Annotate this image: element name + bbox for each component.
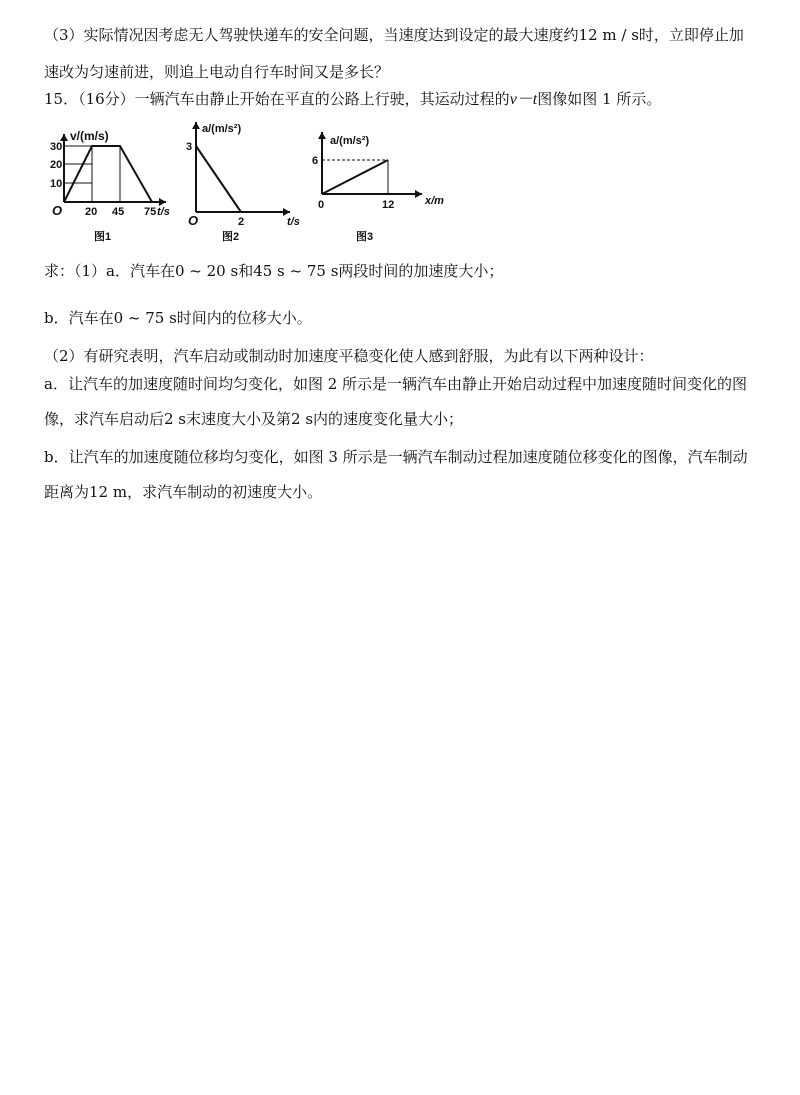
fig3-y-arrow: [318, 132, 326, 139]
q15-part2a-line2: 像，求汽车启动后2 s末速度大小及第2 s内的速度变化量大小；: [44, 410, 464, 428]
fig1-vt-line: [64, 146, 152, 202]
q15-part2b-line1: b．让汽车的加速度随位移均匀变化，如图 3 所示是一辆汽车制动过程加速度随位移变化的图像，汽车制动: [44, 448, 748, 466]
fig2-ytick-3: 3: [186, 141, 193, 153]
figure-2: [186, 122, 300, 243]
q14-part3-line2: 速改为匀速前进，则追上电动自行车时间又是多长？: [44, 63, 390, 81]
fig2-xlabel: t/s: [287, 216, 300, 228]
fig1-x-arrow: [159, 198, 166, 206]
q15-intro-c: 图像如图 1 所示。: [537, 90, 662, 108]
q15-intro-a: 15．（16分）一辆汽车由静止开始在平直的公路上行驶，其运动过程的: [44, 90, 510, 108]
fig1-xtick-45: 45: [112, 206, 125, 218]
q15-part2-intro: （2）有研究表明，汽车启动或制动时加速度平稳变化使人感到舒服，为此有以下两种设计：: [44, 347, 654, 365]
fig2-ylabel: a/(m/s²): [202, 123, 242, 135]
fig2-at-line: [196, 146, 241, 212]
fig2-x-arrow: [283, 208, 290, 216]
fig3-origin: 0: [318, 199, 325, 211]
fig2-caption: 图2: [222, 231, 240, 243]
figure-1: [50, 129, 170, 243]
fig2-origin: O: [188, 213, 199, 228]
fig3-ylabel: a/(m/s²): [330, 135, 370, 147]
fig1-ytick-10: 10: [50, 178, 63, 190]
q15-intro: [44, 88, 770, 111]
fig1-xtick-20: 20: [85, 206, 98, 218]
q15-part2a-line1: a．让汽车的加速度随时间均匀变化，如图 2 所示是一辆汽车由静止开始启动过程中加速度随时间变化的图: [44, 375, 748, 393]
q15-part1b: b．汽车在0 ~ 75 s时间内的位移大小。: [44, 309, 312, 327]
fig3-x-arrow: [415, 190, 422, 198]
fig3-xtick-12: 12: [382, 199, 395, 211]
fig3-caption: 图3: [356, 231, 374, 243]
fig1-xtick-75: 75: [144, 206, 157, 218]
fig2-y-arrow: [192, 122, 200, 129]
fig1-ytick-20: 20: [50, 159, 63, 171]
figures-row: [44, 116, 464, 246]
q15-part2b-line2: 距离为12 m，求汽车制动的初速度大小。: [44, 483, 323, 501]
fig1-xlabel: t/s: [157, 206, 170, 218]
q14-part3-line1: （3）实际情况因考虑无人驾驶快递车的安全问题，当速度达到设定的最大速度约12 m / s时，立即停止加: [44, 26, 744, 44]
fig3-ytick-6: 6: [312, 155, 319, 167]
q15-vt-symbol: v－t: [509, 91, 538, 108]
fig3-xlabel: x/m: [425, 195, 444, 207]
fig1-caption: 图1: [94, 231, 112, 243]
q15-part1a: 求：（1）a．汽车在0 ~ 20 s和45 s ~ 75 s两段时间的加速度大小；: [44, 262, 504, 280]
fig2-xtick-2: 2: [238, 216, 245, 228]
figure-3: [312, 132, 444, 243]
fig1-ylabel: v/(m/s): [70, 129, 109, 143]
fig3-ax-line: [322, 160, 388, 194]
figures-svg: [44, 116, 464, 246]
fig1-ytick-30: 30: [50, 141, 63, 153]
fig1-origin: O: [52, 203, 63, 218]
fig1-y-arrow: [60, 134, 68, 141]
